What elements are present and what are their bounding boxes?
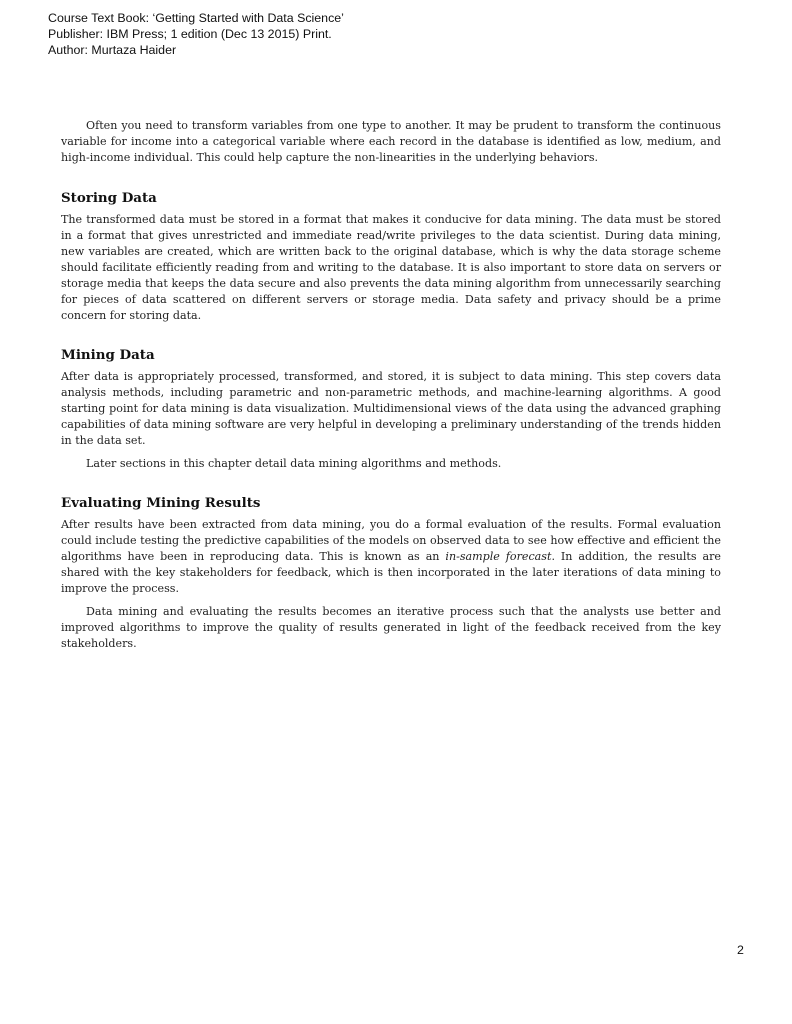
evaluating-results-followup-paragraph: Data mining and evaluating the results becomes an iterative process such that the analysts use better and improved algorithms to improve the quality of results generated in light of the feedback received from the key stakeholders. [61,605,721,650]
header-course-line: Course Text Book: ‘Getting Started with Data Science’ [48,11,344,25]
storing-data-heading: Storing Data [61,190,157,206]
page-number: 2 [737,943,744,957]
intro-paragraph: Often you need to transform variables from one type to another. It may be prudent to transform the continuous variable for income into a categorical variable where each record in the database is identified as low, medium, and high-income individual. This could help capture the non-linearities in the underlying behaviors. [61,119,721,164]
evaluating-text-after-term: . In addition, the results are shared with the key stakeholders for feedback, which is then incorporated in the later iterations of data mining to improve the process. [61,550,721,595]
header-author-line: Author: Murtaza Haider [48,43,177,57]
mining-data-paragraph: After data is appropriately processed, transformed, and stored, it is subject to data mining. This step covers data analysis methods, including parametric and non-parametric methods, and machine-learning algorithms. A good starting point for data mining is data visualization. Multidimensional views of the data using the advanced graphing capabilities of data mining software are very helpful in developing a preliminary understanding of the trends hidden in the data set. [61,370,721,447]
storing-data-paragraph: The transformed data must be stored in a format that makes it conducive for data mining. The data must be stored in a format that gives unrestricted and immediate read/write privileges to the data scientist. During data mining, new variables are created, which are written back to the original database, which is why the data storage scheme should facilitate efficiently reading from and writing to the database. It is also important to store data on servers or storage media that keeps the data secure and also prevents the data mining algorithm from unnecessarily searching for pieces of data scattered on different servers or storage media. Data safety and privacy should be a prime concern for storing data. [61,213,721,322]
evaluating-results-heading: Evaluating Mining Results [61,495,261,511]
in-sample-forecast-term: in-sample forecast [445,550,552,563]
document-header [48,10,344,58]
evaluating-text-before-term: After results have been extracted from data mining, you do a formal evaluation of the results. Formal evaluation could include testing the predictive capabilities of the models on observed data to see how effective and efficient the algorithms have been in reproducing data. This is known as an [61,518,721,563]
mining-data-heading: Mining Data [61,347,155,363]
evaluating-results-paragraph [61,517,721,597]
mining-data-followup-paragraph: Later sections in this chapter detail data mining algorithms and methods. [86,457,502,470]
document-body [61,118,721,652]
header-publisher-line: Publisher: IBM Press; 1 edition (Dec 13 2015) Print. [48,27,332,41]
